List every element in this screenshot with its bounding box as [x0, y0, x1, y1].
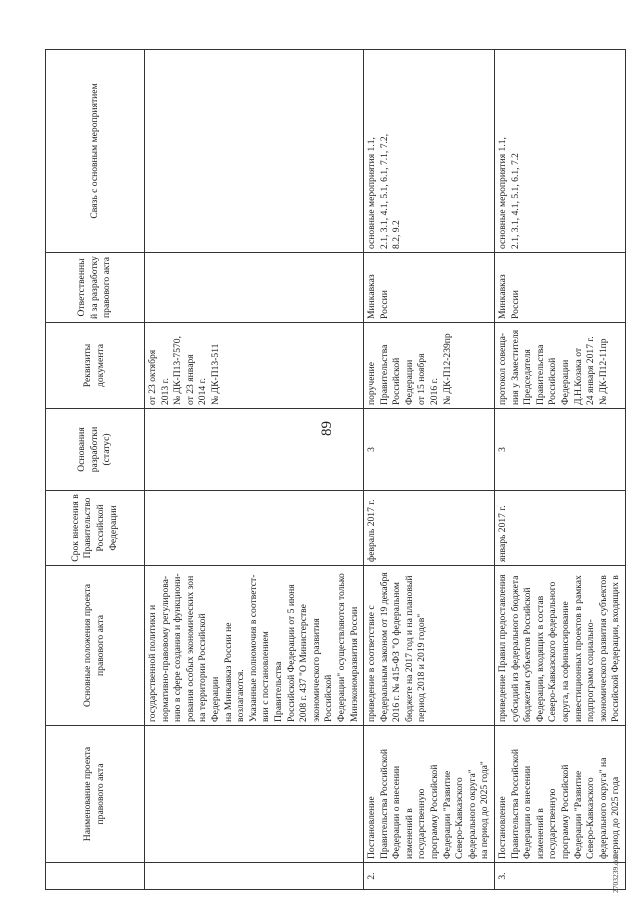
header-basis: Основания разработки (статус) — [46, 409, 145, 491]
row-number: 2. — [364, 863, 495, 890]
act-responsible: Минкавказ России — [495, 253, 626, 323]
table-row — [145, 50, 364, 890]
act-name: Постановление Правительства Российской Федерации о внесении изменений в государственную программу Российской Федерации "Развитие Северо-Кавказского федерального округа" на период до 2025 года" — [364, 726, 495, 863]
act-basis: 3 — [495, 409, 626, 491]
act-basis: 3 — [364, 409, 495, 491]
header-requisites: Реквизиты документа — [46, 323, 145, 409]
act-requisites: поручение Правительства Российской Федерации от 15 ноября 2016 г. № ДК-П12-239пр — [364, 323, 495, 409]
page-number: 89 — [319, 421, 335, 436]
act-link — [145, 50, 364, 253]
act-requisites: от 23 октября 2013 г. № ДК-П13-7570, от 23 января 2014 г. № ДК-П13-511 — [145, 323, 364, 409]
act-deadline: февраль 2017 г. — [364, 491, 495, 566]
header-deadline: Срок внесения в Правительство Российской Федерации — [46, 491, 145, 566]
act-responsible: Минкавказ России — [364, 253, 495, 323]
header-provisions: Основные положения проекта правового акта — [46, 566, 145, 726]
act-deadline: январь 2017 г. — [495, 491, 626, 566]
act-name — [145, 726, 364, 863]
header-act-name: Наименование проекта правового акта — [46, 726, 145, 863]
act-requisites: протокол совеща- ния у Заместителя Председателя Правительства Российской Федерации Д.Н.Козака от 24 января 2017 г. № ДК-П12-11пр — [495, 323, 626, 409]
row-number: 3. — [495, 863, 626, 890]
header-link: Связь с основным мероприятием — [46, 50, 145, 253]
table-row — [364, 50, 495, 890]
act-provisions: приведение в соответствие с Федеральным законом от 19 декабря 2016 г. № 415-ФЗ "О федеральном бюджете на 2017 год и на плановый период 2018 и 2019 годов" — [364, 566, 495, 726]
act-basis — [145, 409, 364, 491]
act-link: основные мероприятия 1.1, 2.1, 3.1, 4.1, 5.1, 6.1, 7.1, 7.2, 8.2, 9.2 — [364, 50, 495, 253]
table-header-row — [46, 50, 145, 890]
act-responsible — [145, 253, 364, 323]
act-provisions: государственной политики и нормативно-правовому регулирова- нию в сфере создания и функциони- рования особых экономических зон на территории Российской Федерации на Минкавказ России не возлагаются. Указанные полномочия в соответст- вии с постановлением Правительства Российской Федерации от 5 июня 2008 г. 437 "О Министерстве экономического развития Российской Федерации" осуществляются только Минэкономразвития России — [145, 566, 364, 726]
document-filename: 2703239.doc — [611, 854, 620, 893]
act-deadline — [145, 491, 364, 566]
header-responsible: Ответственный за разработку правового акта — [46, 253, 145, 323]
header-number — [46, 863, 145, 890]
legal-acts-table — [45, 49, 626, 890]
table-row — [495, 50, 626, 890]
row-number — [145, 863, 364, 890]
act-link: основные мероприятия 1.1, 2.1, 3.1, 4.1, 5.1, 6.1, 7.2 — [495, 50, 626, 253]
act-name: Постановление Правительства Российской Федерации о внесении изменений в государственную программу Российской Федерации "Развитие Северо-Кавказского федерального округа" на период до 2025 года — [495, 726, 626, 863]
act-provisions: приведение Правил предоставления субсидий из федерального бюджета бюджетам субъектов Российской Федерации, входящих в состав Северо-Кавказского федерального округа, на софинансирование инвестиционных проектов в рамках подпрограмм социально- экономического развития субъектов Российской Федерации, входящих в — [495, 566, 626, 726]
